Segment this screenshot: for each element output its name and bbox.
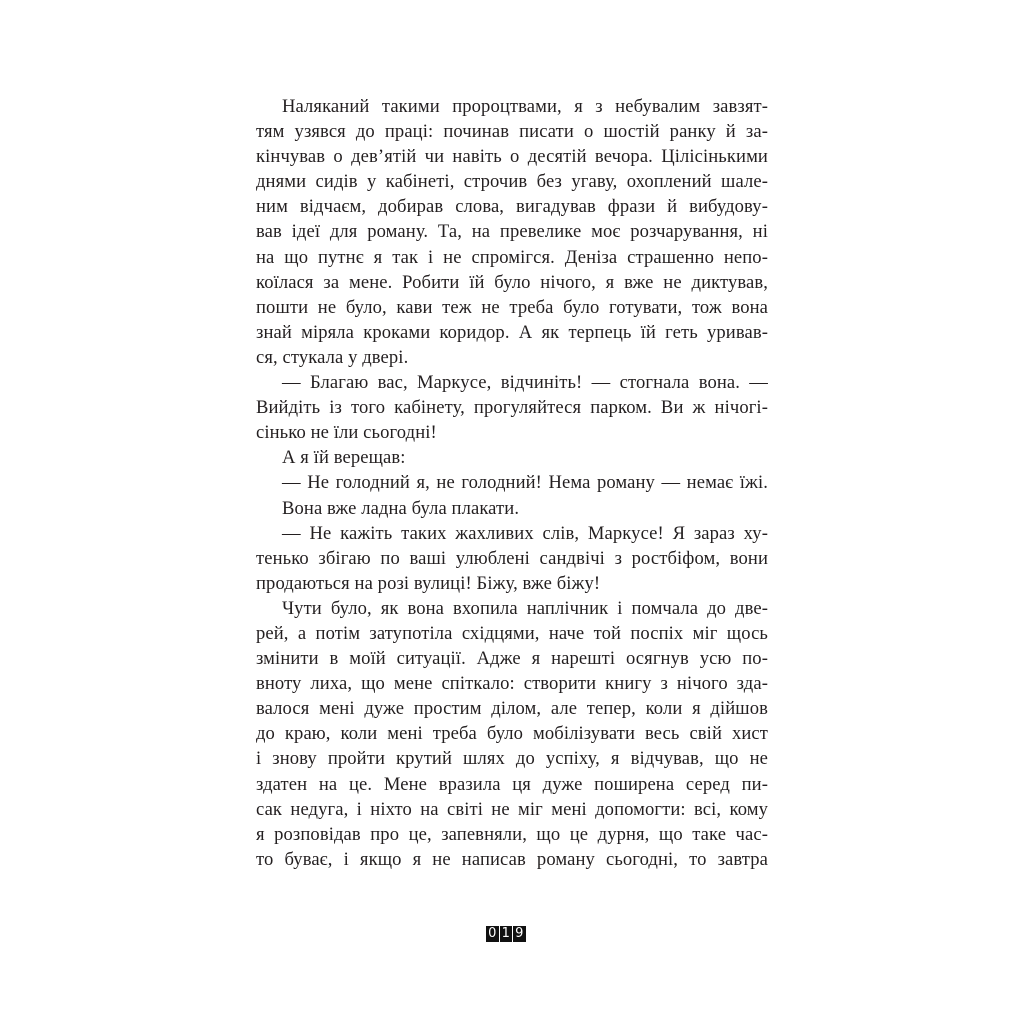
text-line: і знову пройти крутий шлях до успіху, я відчував, що не (256, 748, 768, 770)
text-line: здатен на це. Мене вразила ця дуже поширена серед пи- (256, 773, 768, 795)
page-number-digit: 1 (500, 926, 513, 942)
text-line: то буває, і якщо я не написав роману сьогодні, то завтра (256, 848, 768, 870)
text-line: на що путнє я так і не спромігся. Деніза страшенно непо- (256, 246, 768, 268)
text-line: пошти не було, кави теж не треба було готувати, тож вона (256, 296, 768, 318)
page-body-text (256, 94, 768, 872)
dialogue-line: сінько не їли сьогодні! (256, 422, 437, 444)
text-line: ся, стукала у двері. (256, 346, 409, 368)
text-line: Вона вже ладна була плакати. (282, 497, 520, 519)
text-line: валося мені дуже простим ділом, але тепер, коли я дійшов (256, 698, 768, 720)
page-number (486, 926, 526, 942)
text-line: вноту лиха, що мене спіткало: створити книгу з нічого зда- (256, 673, 768, 695)
text-line: знай міряла кроками коридор. А як терпець їй геть уривав- (256, 321, 768, 343)
text-line: днями сидів у кабінеті, строчив без угаву, охоплений шале- (256, 171, 768, 193)
text-line: Наляканий такими пророцтвами, я з небувалим завзят- (282, 96, 768, 117)
text-line: до краю, коли мені треба було мобілізувати весь свій хист (256, 723, 768, 745)
dialogue-line: — Не голодний я, не голодний! Нема роману — немає їжі. (282, 472, 768, 494)
text-line: коїлася за мене. Робити їй було нічого, я вже не диктував, (256, 271, 768, 293)
text-line: А я їй верещав: (282, 447, 406, 469)
text-line: кінчував о дев’ятій чи навіть о десятій вечора. Цілісінькими (256, 146, 768, 168)
text-line: Чути було, як вона вхопила наплічник і помчала до две- (282, 597, 768, 619)
dialogue-line: продаються на розі вулиці! Біжу, вже біжу! (256, 572, 601, 594)
text-line: тям узявся до праці: починав писати о шостій ранку й за- (256, 121, 768, 143)
dialogue-line: Вийдіть із того кабінету, прогуляйтеся парком. Ви ж нічогі- (256, 397, 768, 419)
text-line: я розповідав про це, запевняли, що це дурня, що таке час- (256, 823, 768, 845)
page-number-digit: 0 (486, 926, 499, 942)
dialogue-line: — Не кажіть таких жахливих слів, Маркусе! Я зараз ху- (282, 522, 768, 544)
text-line: ним відчаєм, добирав слова, вигадував фрази й вибудову- (256, 196, 768, 218)
dialogue-line: — Благаю вас, Маркусе, відчиніть! — стогнала вона. — (282, 372, 768, 394)
text-line: змінити в моїй ситуації. Адже я нарешті осягнув усю по- (256, 648, 768, 670)
text-line: вав ідеї для роману. Та, на превелике моє розчарування, ні (256, 221, 768, 243)
text-line: рей, а потім затупотіла східцями, наче той поспіх міг щось (256, 622, 768, 644)
page-number-digit: 9 (513, 926, 526, 942)
text-line: сак недуга, і ніхто на світі не міг мені допомогти: всі, кому (256, 798, 768, 820)
dialogue-line: тенько збігаю по ваші улюблені сандвічі з ростбіфом, вони (256, 547, 768, 569)
